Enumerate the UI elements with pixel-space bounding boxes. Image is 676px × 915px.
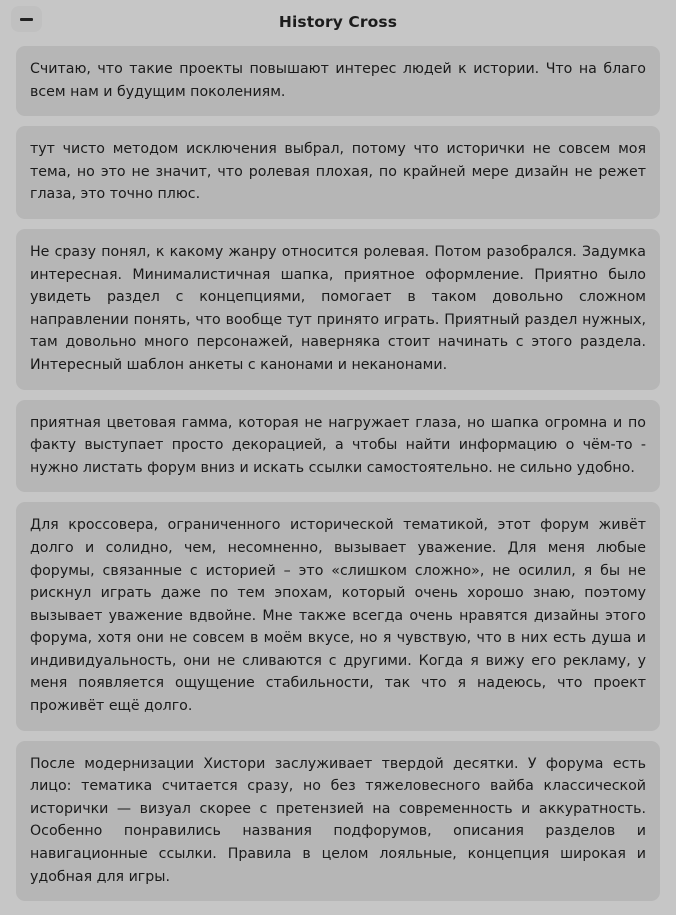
review-card <box>16 741 660 902</box>
review-text: приятная цветовая гамма, которая не нагружает глаза, но шапка огромна и по факту выступает просто декорацией, а чтобы найти информацию о чём-то - нужно листать форум вниз и искать ссылки самостоятельно. не сильно удобно. <box>30 414 646 476</box>
minimize-button[interactable] <box>11 6 42 32</box>
review-card <box>16 400 660 493</box>
review-text: После модернизации Хистори заслуживает твердой десятки. У форума есть лицо: тематика считается сразу, но без тяжеловесного вайба классической исторички — визуал скорее с претензией на современность и аккуратность. Особенно понравились названия подфорумов, описания разделов и навигационные ссылки. Правила в целом лояльные, концепция широкая и удобная для игры. <box>30 755 646 885</box>
review-text: Не сразу понял, к какому жанру относится ролевая. Потом разобрался. Задумка интересная. Минималистичная шапка, приятное оформление. Приятно было увидеть раздел с концепциями, помогает в таком довольно сложном направлении понять, что вообще тут принято играть. Приятный раздел нужных, там довольно много персонажей, наверняка стоит начинать с этого раздела. Интересный шаблон анкеты с канонами и неканонами. <box>30 243 646 373</box>
review-text: Для кроссовера, ограниченного исторической тематикой, этот форум живёт долго и солидно, чем, несомненно, вызывает уважение. Для меня любые форумы, связанные с историей – это «слишком сложно», не осилил, я бы не рискнул играть даже по тем эпохам, который очень хорошо знаю, поэтому вызывает уважение вдвойне. Мне также всегда очень нравятся дизайны этого форума, хотя они не совсем в моём вкусе, но я чувствую, что в них есть душа и индивидуальность, они не сливаются с другими. Когда я вижу его рекламу, у меня появляется ощущение стабильности, так что я надеюсь, что проект проживёт ещё долго. <box>30 517 646 715</box>
page-header <box>0 0 676 46</box>
review-card <box>16 46 660 116</box>
review-text: тут чисто методом исключения выбрал, потому что исторички не совсем моя тема, но это не значит, что ролевая плохая, по крайней мере дизайн не режет глаза, это точно плюс. <box>30 141 646 203</box>
review-card <box>16 126 660 219</box>
review-list <box>0 46 676 915</box>
page-title: History Cross <box>278 13 398 31</box>
review-card <box>16 502 660 730</box>
minus-icon <box>20 18 33 21</box>
review-text: Считаю, что такие проекты повышают интерес людей к истории. Что на благо всем нам и будущим поколениям. <box>30 61 646 100</box>
review-card <box>16 229 660 390</box>
